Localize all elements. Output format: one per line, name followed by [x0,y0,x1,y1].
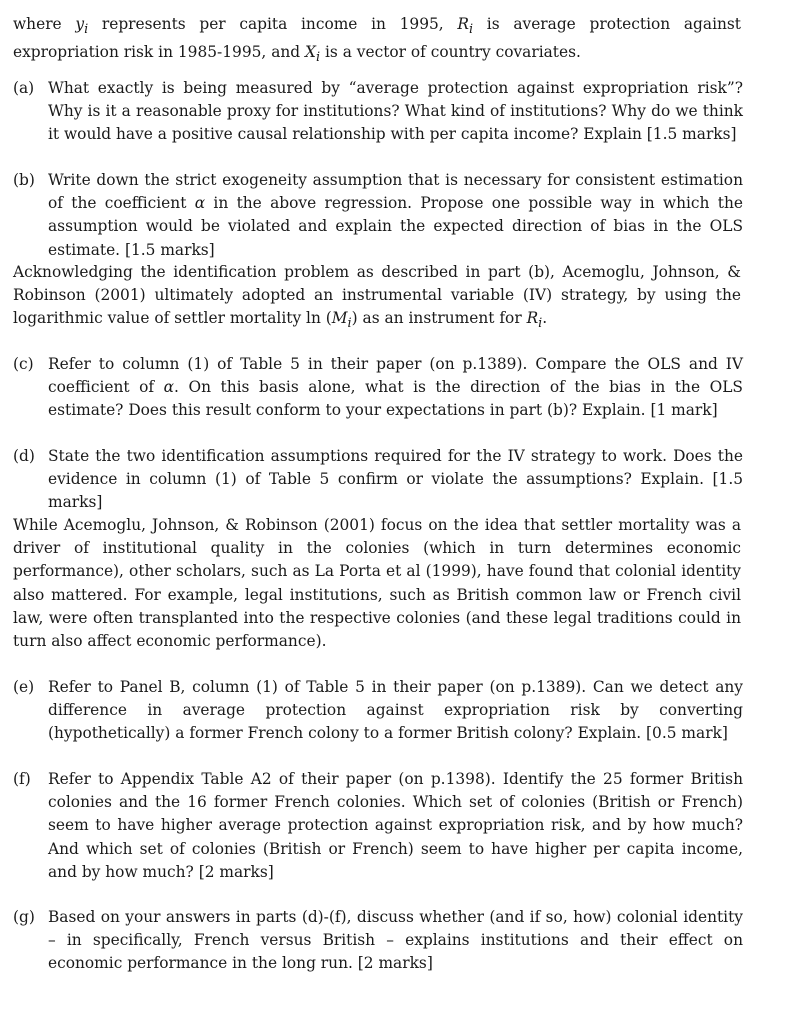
paragraph-text: . [542,309,548,328]
math-y: y [75,15,85,33]
intro-text-4: is a vector of country covariates. [320,43,581,62]
intro-paragraph [13,13,741,70]
math-subscript-i: i [538,316,543,332]
question-label: (c) [13,355,34,373]
intro-text-2: represents per capita income in 1995, [88,15,458,33]
paragraph-text: Acknowledging the identification problem as described in part (b), Acemoglu, Johnson, & Robinson (2001) ultimately adopted an instrumental variable (IV) strategy, by using the logarithmic value of settler mortality ln ( [13,263,741,328]
question-text-part: in the above regression. Propose one possible way in which the assumption would be violated and explain the expected direction of bias in the OLS estimate. [1.5 marks] [48,194,743,259]
math-r: R [526,309,539,328]
question-label: (a) [13,79,35,97]
question-f [13,768,743,884]
math-x: X [305,43,316,62]
question-g [13,906,743,976]
math-m: M [331,309,348,328]
question-d [13,445,743,515]
question-label: (b) [13,171,35,189]
math-subscript-i: i [469,22,474,38]
question-a [13,77,743,147]
question-text-part: Write down the strict exogeneity assumption that is necessary for consistent estimation of the coefficient [48,171,743,213]
intro-text-1: where [13,15,76,33]
question-text: Refer to Appendix Table A2 of their paper (on p.1398). Identify the 25 former British colonies and the 16 former French colonies. Which set of colonies (British or French) seem to have higher average protection against expropriation risk, and by how much? And which set of colonies (British or French) seem to have higher per capita income, and by how much? [2 marks] [48,770,743,881]
question-c [13,353,743,423]
math-subscript-i: i [347,316,352,332]
math-r: R [457,15,469,33]
question-label: (d) [13,447,35,465]
question-e [13,676,743,746]
question-label: (e) [13,678,35,696]
question-label: (f) [13,770,31,788]
question-text: Based on your answers in parts (d)-(f), discuss whether (and if so, how) colonial identity – in specifically, French versus British – explains institutions and their effect on economic performance in the long run. [2 marks] [48,908,743,973]
math-subscript-i: i [84,22,89,38]
paragraph-text: ) as an instrument for [351,309,527,328]
question-text-part: . On this basis alone, what is the direction of the bias in the OLS estimate? Does this result conform to your expectations in part (b)? Explain. [1 mark] [48,378,743,420]
colonial-identity-paragraph: While Acemoglu, Johnson, & Robinson (2001) focus on the idea that settler mortality was a driver of institutional quality in the colonies (which in turn determines economic performance), other scholars, such as La Porta et al (1999), have found that colonial identity also mattered. For example, legal institutions, such as British common law or French civil law, were often transplanted into the respective colonies (and these legal traditions could in turn also affect economic performance). [13,516,741,651]
question-b [13,169,743,262]
iv-strategy-paragraph [13,261,741,336]
math-subscript-i: i [316,50,321,66]
question-label: (g) [13,908,35,926]
question-text [48,353,743,423]
question-text-part: Refer to column (1) of Table 5 in their paper (on p.1389). Compare the OLS and IV coefficient of [48,355,743,397]
math-alpha: α [163,378,175,397]
question-text: What exactly is being measured by “average protection against expropriation risk”? Why is it a reasonable proxy for institutions? What kind of institutions? Why do we think it would have a positive causal relationship with per capita income? Explain [1.5 marks] [48,79,743,144]
math-alpha: α [194,194,206,213]
question-text: Refer to Panel B, column (1) of Table 5 in their paper (on p.1389). Can we detect any difference in average protection against expropriation risk by converting (hypothetically) a former French colony to a former British colony? Explain. [0.5 mark] [48,678,743,743]
question-text [48,169,743,262]
question-text: State the two identification assumptions required for the IV strategy to work. Does the evidence in column (1) of Table 5 confirm or violate the assumptions? Explain. [1.5 marks] [48,447,743,512]
intro-text-3: is average protection against expropriation risk in 1985-1995, and [13,15,741,62]
